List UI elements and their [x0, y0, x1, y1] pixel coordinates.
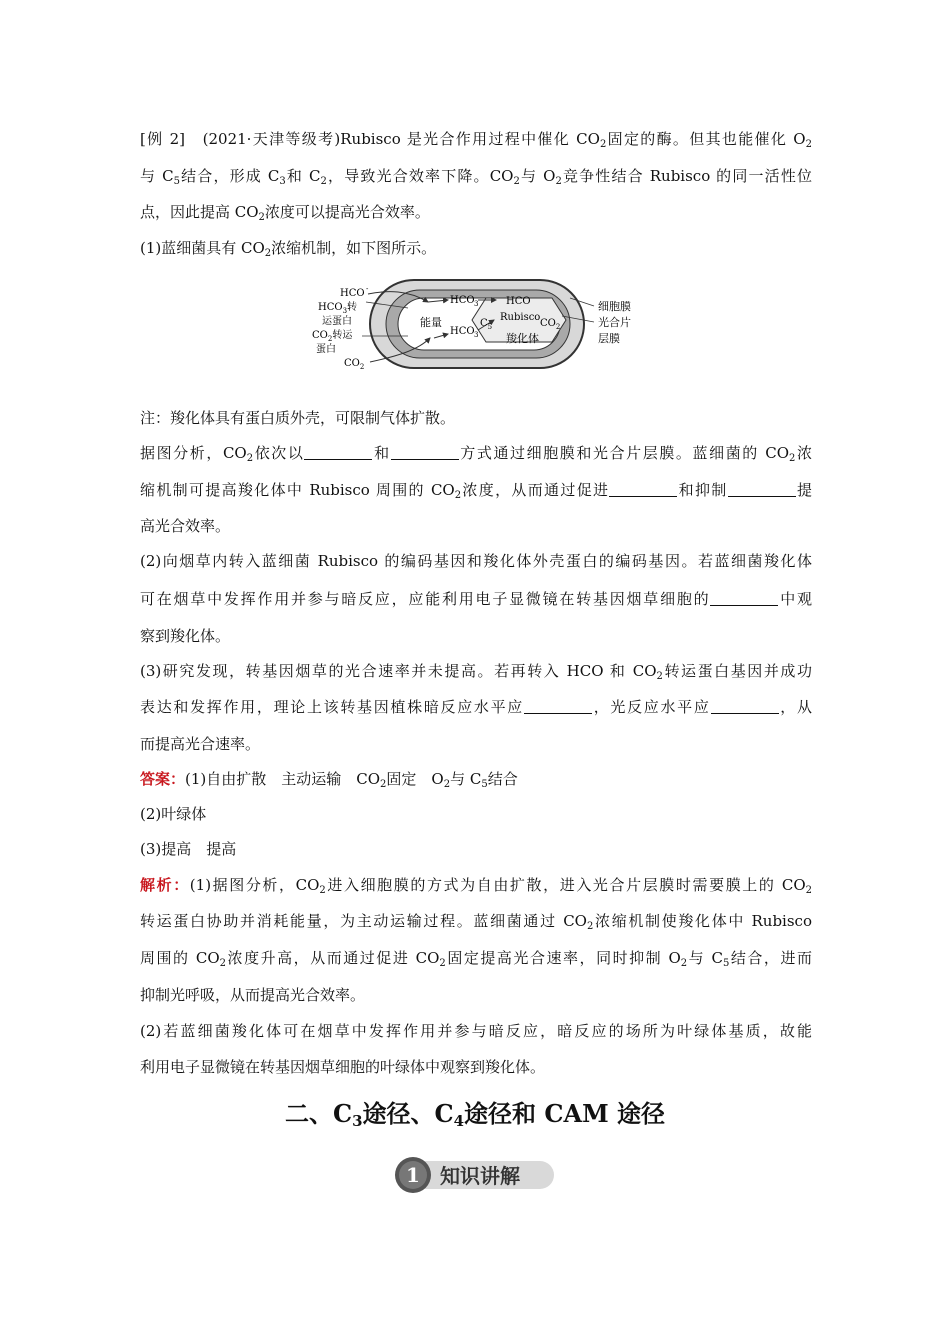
question-2-line-1: (2)向烟草内转入蓝细菌 Rubisco 的编码基因和羧化体外壳蛋白的编码基因。若蓝细菌羧化体 — [140, 552, 812, 570]
blank-3[interactable] — [609, 482, 677, 497]
badge-number: 1 — [406, 1163, 420, 1187]
thylakoid-label-1: 光合片 — [598, 316, 631, 329]
blank-7[interactable] — [711, 699, 779, 714]
co2-transporter-label: $CO_2$转运 — [312, 330, 353, 343]
answer-1: 答案：(1)自由扩散 主动运输 $CO_2$固定 $O_2$与 $C_5$结合 — [140, 770, 518, 790]
question-1: (1)蓝细菌具有 $CO_2$浓缩机制，如下图所示。 — [140, 239, 437, 259]
cyanobacteria-diagram — [308, 276, 648, 376]
answer-3: (3)提高 提高 — [140, 840, 237, 858]
svg-text:3: 3 — [474, 300, 479, 308]
hco3-inner-label-2: HCO — [450, 326, 475, 337]
question-3-line-2: 表达和发挥作用，理论上该转基因植株暗反应水平应 ，光反应水平应 ，从 — [140, 698, 812, 716]
carboxysome-co2-label: $CO_2$ — [540, 318, 561, 331]
co2-label: $CO_2$ — [344, 358, 365, 371]
blank-5[interactable] — [710, 591, 778, 606]
svg-text:3: 3 — [474, 331, 479, 339]
badge-label: 知识讲解 — [440, 1164, 520, 1188]
carboxysome-hco3-label: HCO — [506, 296, 531, 307]
blank-4[interactable] — [728, 482, 796, 497]
svg-text:-: - — [366, 285, 369, 293]
question-3-line-3: 而提高光合速率。 — [140, 735, 261, 753]
note: 注：羧化体具有蛋白质外壳，可限制气体扩散。 — [140, 409, 456, 427]
rubisco-label: Rubisco — [500, 312, 541, 323]
thylakoid-label-2: 层膜 — [598, 332, 620, 345]
question-3-line-1: (3)研究发现，转基因烟草的光合速率并未提高。若再转入 HCO 和 $CO_2$转运蛋白基因并成功 — [140, 662, 812, 682]
answer-label: 答案： — [140, 770, 186, 788]
example-line-1: [例 2] (2021·天津等级考)Rubisco 是光合作用过程中催化 $CO_2$固定的酶。但其也能催化 $O_2$ — [140, 130, 812, 150]
paragraph-1-line-3: 高光合效率。 — [140, 517, 231, 535]
blank-1[interactable] — [304, 445, 372, 460]
question-2-line-2: 可在烟草中发挥作用并参与暗反应，应能利用电子显微镜在转基因烟草细胞的 中观 — [140, 590, 812, 608]
analysis-line-5: (2)若蓝细菌羧化体可在烟草中发挥作用并参与暗反应，暗反应的场所为叶绿体基质，故能 — [140, 1022, 812, 1040]
analysis-line-3: 周围的 $CO_2$浓度升高，从而通过促进 $CO_2$固定提高光合速率，同时抑制 $O_2$与 $C_5$结合，进而 — [140, 949, 812, 969]
analysis-label: 解析： — [140, 876, 190, 894]
cell-membrane-label: 细胞膜 — [598, 300, 631, 313]
question-2-line-3: 察到羧化体。 — [140, 627, 231, 645]
energy-label: 能量 — [420, 316, 442, 329]
answer-2: (2)叶绿体 — [140, 805, 207, 823]
analysis-line-2: 转运蛋白协助并消耗能量，为主动运输过程。蓝细菌通过 $CO_2$浓缩机制使羧化体中 Rubisco — [140, 912, 812, 932]
hco3-transporter-label: $HCO_3$转 — [318, 302, 358, 315]
analysis-line-1: 解析：(1)据图分析，$CO_2$进入细胞膜的方式为自由扩散，进入光合片层膜时需要膜上的 $CO_2$ — [140, 876, 812, 896]
analysis-line-6: 利用电子显微镜在转基因烟草细胞的叶绿体中观察到羧化体。 — [140, 1058, 546, 1076]
section-heading: 二、C3途径、C4途径和 CAM 途径 — [284, 1099, 666, 1130]
co2-transporter-label-2: 蛋白 — [316, 344, 336, 355]
analysis-line-4: 抑制光呼吸，从而提高光合效率。 — [140, 986, 366, 1004]
blank-2[interactable] — [391, 445, 459, 460]
carboxysome-label: 羧化体 — [506, 332, 539, 345]
hco3-transporter-label-2: 运蛋白 — [322, 316, 352, 327]
blank-6[interactable] — [524, 699, 592, 714]
paragraph-1-line-1: 据图分析，$CO_2$依次以 和 方式通过细胞膜和光合片层膜。蓝细菌的 $CO_2$浓 — [140, 444, 812, 464]
knowledge-badge — [394, 1156, 556, 1194]
hco3-label: HCO — [340, 288, 365, 299]
example-line-2: 与 $C_5$结合，形成 $C_3$和 $C_2$，导致光合效率下降。$CO_2$与 $O_2$竞争性结合 Rubisco 的同一活性位 — [140, 167, 812, 187]
hco3-inner-label-1: HCO — [450, 295, 475, 306]
paragraph-1-line-2: 缩机制可提高羧化体中 Rubisco 周围的 $CO_2$浓度，从而通过促进 和抑制 提 — [140, 481, 812, 501]
example-line-3: 点，因此提高 $CO_2$浓度可以提高光合效率。 — [140, 203, 430, 223]
c5-label: $C_5$ — [480, 318, 493, 331]
